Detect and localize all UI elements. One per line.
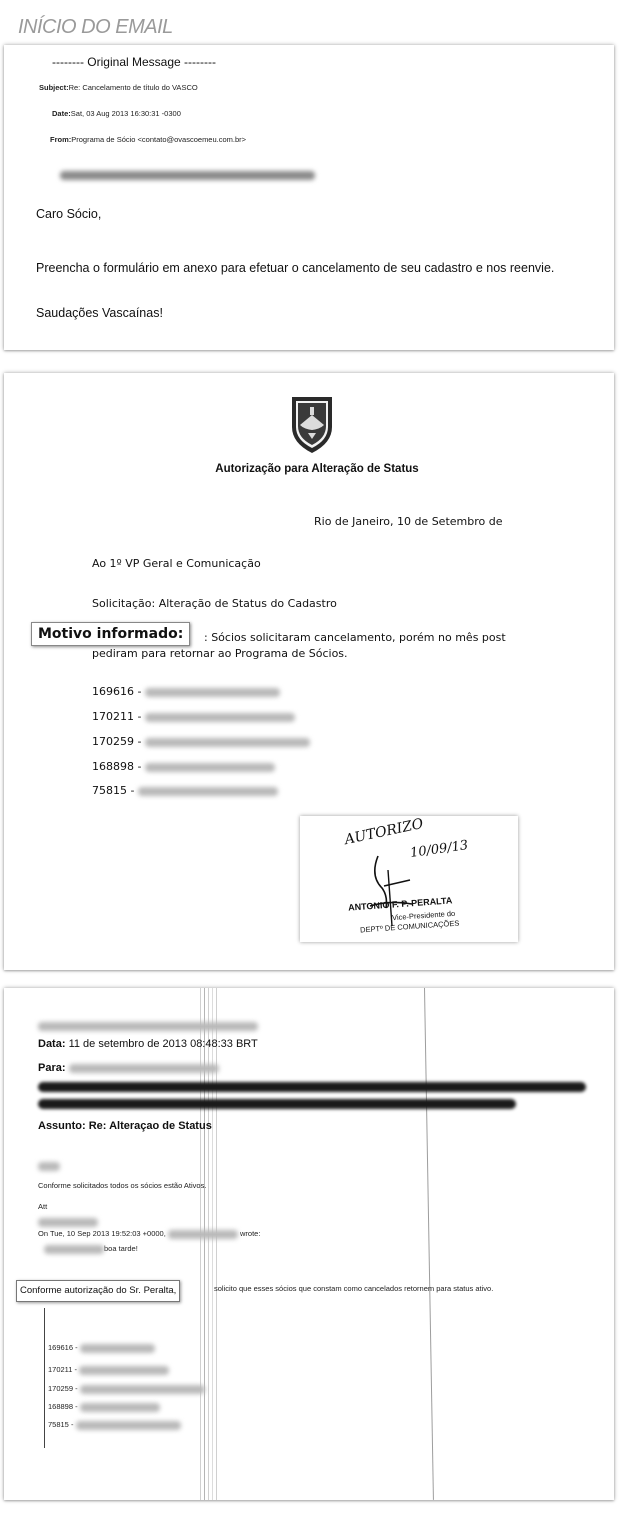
member-row: 168898 - (92, 760, 275, 773)
date-label: Date: (52, 109, 71, 118)
recipient-line: Ao 1º VP Geral e Comunicação (92, 557, 261, 570)
email-body: Preencha o formulário em anexo para efetuar o cancelamento de seu cadastro e nos reenvie. (36, 261, 555, 275)
att-text: Att (38, 1202, 48, 1211)
member-row: 170211 - (92, 710, 295, 723)
member-row: 170259 - (92, 735, 310, 748)
confirmation-text: Conforme solicitados todos os sócios estão Ativos. (38, 1181, 207, 1190)
authorization-letter-panel (4, 373, 614, 970)
request-text: solicito que esses sócios que constam como cancelados retornem para status ativo. (214, 1284, 494, 1293)
quoted-header: On Tue, 10 Sep 2013 19:52:03 +0000, wrote: (38, 1229, 261, 1238)
signatory-name: ANTONIO F. P. PERALTA (347, 895, 453, 913)
subject-label: Subject: (39, 83, 69, 92)
date-value: Sat, 03 Aug 2013 16:30:31 -0300 (70, 109, 181, 118)
redaction-bar (38, 1082, 586, 1092)
place-date: Rio de Janeiro, 10 de Setembro de (314, 515, 503, 528)
request-line: Solicitação: Alteração de Status do Cadastro (92, 597, 337, 610)
redaction-bar (38, 1099, 516, 1109)
motivo-text-line2: pediram para retornar ao Programa de Sócios. (92, 647, 348, 660)
motivo-text: : Sócios solicitaram cancelamento, porém no mês post (204, 631, 506, 644)
original-email-panel (4, 45, 614, 350)
date-line: Data: 11 de setembro de 2013 08:48:33 BRT (38, 1038, 258, 1050)
subject-value: Re: Cancelamento de título do VASCO (68, 83, 198, 92)
greeting: Caro Sócio, (36, 207, 102, 221)
member-row: 75815 - (92, 784, 278, 797)
from-line (50, 135, 246, 144)
signatory-dept: DEPTº DE COMUNICAÇÕES (359, 918, 460, 935)
conforme-highlight-label: Conforme autorização do Sr. Peralta, (16, 1280, 180, 1302)
handwritten-autorizo: AUTORIZO (343, 815, 425, 849)
member-row: 169616 - (92, 685, 280, 698)
subject-line: Assunto: Re: Alteraçao de Status (38, 1120, 212, 1132)
closing: Saudações Vascaínas! (36, 306, 163, 320)
subject-line (39, 83, 198, 92)
letter-title: Autorização para Alteração de Status (215, 463, 419, 475)
original-message-divider: -------- Original Message -------- (52, 55, 216, 69)
redacted-recipient (60, 167, 315, 185)
motivo-highlight-label: Motivo informado: (31, 622, 190, 646)
date-line (52, 109, 181, 118)
handwritten-date: 10/09/13 (409, 838, 470, 861)
from-value: Programa de Sócio <contato@ovascoemeu.com.br> (71, 135, 247, 144)
member-row: 170259 - (48, 1384, 205, 1394)
to-line: Para: (38, 1062, 219, 1074)
redacted-from (38, 1018, 258, 1036)
redacted-greeting (38, 1158, 60, 1176)
reply-email-panel (4, 988, 614, 1500)
member-row: 169616 - (48, 1343, 155, 1353)
member-row: 168898 - (48, 1402, 160, 1412)
signatory-role: Vice-Presidente do (391, 908, 456, 923)
section-title: INÍCIO DO EMAIL (18, 16, 173, 38)
member-row: 170211 - (48, 1365, 169, 1375)
boa-tarde-line: boa tarde! (44, 1244, 138, 1254)
vasco-crest-icon (286, 393, 338, 455)
from-label: From: (50, 135, 72, 144)
member-row: 75815 - (48, 1420, 181, 1430)
signature-box (300, 816, 518, 942)
